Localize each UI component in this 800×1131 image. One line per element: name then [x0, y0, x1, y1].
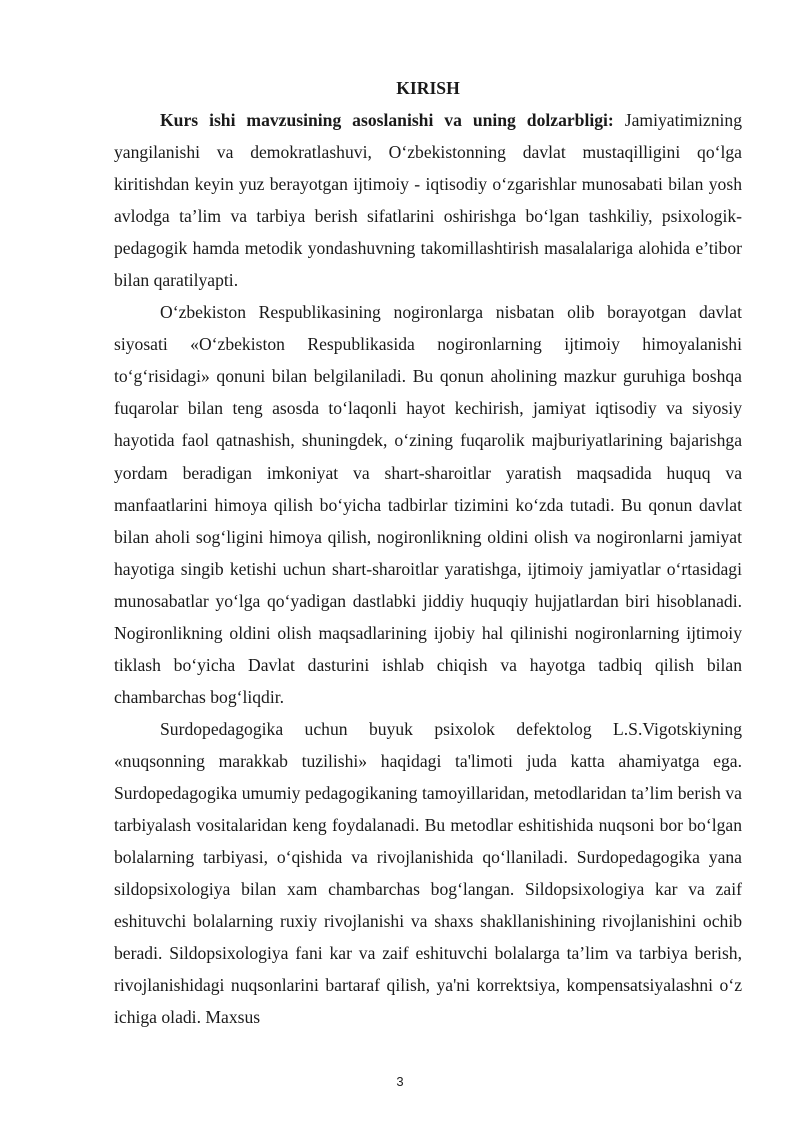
paragraph-surdopedagogy — [114, 713, 742, 1033]
document-body — [114, 72, 742, 1033]
paragraph-text: Jamiyatimizning yangilanishi va demokratlashuvi, O‘zbekistonning davlat mustaqilligini qo‘lga kiritishdan keyin yuz berayotgan ijtimoiy - iqtisodiy o‘zgarishlar munosabati bilan yosh avlodga ta’lim va tarbiya berish sifatlarini oshirishga bo‘lgan tashkiliy, psixologik-pedagogik hamda metodik yondashuvning takomillashtirish masalalariga alohida e’tibor bilan qaratilyapti. — [114, 110, 743, 291]
paragraph-intro — [114, 104, 742, 296]
page-title: KIRISH — [396, 78, 460, 98]
page-number: 3 — [396, 1074, 404, 1089]
paragraph-text: Surdopedagogika uchun buyuk psixolok defektolog L.S.Vigotskiyning «nuqsonning marakkab tuzilishi» haqidagi ta'limoti juda katta ahamiyatga ega. Surdopedagogika umumiy pedagogikaning tamoyillaridan, metodlaridan ta’lim berish va tarbiyalash vositalaridan keng foydalanadi. Bu metodlar eshitishida nuqsoni bor bo‘lgan bolalarning tarbiyasi, o‘qishida va rivojlanishida qo‘llaniladi. Surdopedagogika yana sildopsixologiya bilan xam chambarchas bog‘langan. Sildopsixologiya kar va zaif eshituvchi bolalarning ruxiy rivojlanishi va shaxs shakllanishining rivojlanishini ochib beradi. Sildopsixologiya fani kar va zaif eshituvchi bolalarga ta’lim va tarbiya berish, rivojlanishidagi nuqsonlarini bartaraf qilish, ya'ni korrektsiya, kompensatsiyalashni o‘z ichiga oladi. Maxsus — [114, 718, 742, 1028]
paragraph-text: O‘zbekiston Respublikasining nogironlarga nisbatan olib borayotgan davlat siyosati «O‘zbekiston Respublikasida nogironlarning ijtimoiy himoyalanishi to‘g‘risidagi» qonuni bilan belgilaniladi. Bu qonun aholining mazkur guruhiga boshqa fuqarolar bilan teng asosda to‘laqonli hayot kechirish, jamiyat iqtisodiy va siyosiy hayotida faol qatnashish, shuningdek, o‘zining fuqarolik majburiyatlarining bajarishga yordam beradigan imkoniyat va shart-sharoitlar yaratish maqsadida huquq va manfaatlarini himoya qilish bo‘yicha tadbirlar tizimini ko‘zda tutadi. Bu qonun davlat bilan aholi sog‘ligini himoya qilish, nogironlikning oldini olish va nogironlarni jamiyat hayotiga singib ketishi uchun shart-sharoitlar yaratishga, ijtimoiy jamiyatlar o‘rtasidagi munosabatlar yo‘lga qo‘yadigan dastlabki jiddiy huquqiy hujjatlardan biri hisoblanadi. Nogironlikning oldini olish maqsadlarining ijobiy hal qilinishi nogironlarning ijtimoiy tiklash bo‘yicha Davlat dasturini ishlab chiqish va hayotga tadbiq qilish bilan chambarchas bog‘liqdir. — [114, 302, 742, 707]
paragraph-state-policy — [114, 296, 742, 713]
paragraph-lead: Kurs ishi mavzusining asoslanishi va uning dolzarbligi: — [160, 110, 614, 130]
